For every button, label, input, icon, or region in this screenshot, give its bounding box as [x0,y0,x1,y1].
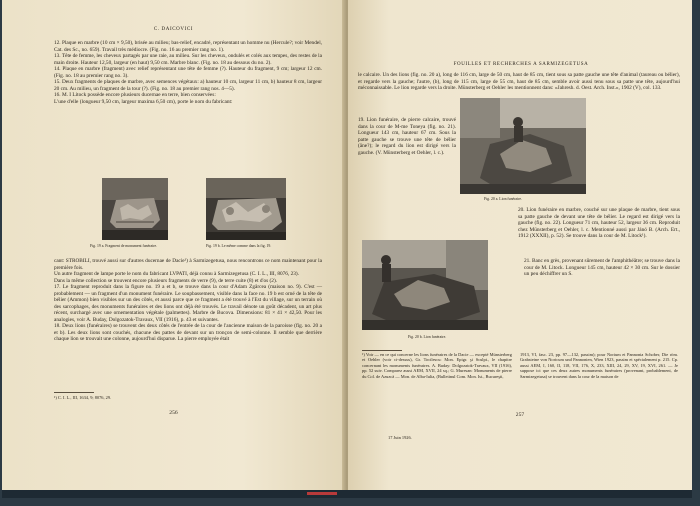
paragraph: L'une d'elle (longueur 9,50 cm, largeur maxima 6,50 cm), porte le nom du fabricant: [54,98,233,105]
signature-date: 17 Juin 1926. [388,435,412,440]
photo-fig-20b [362,240,488,330]
paragraph: 18. Deux lions (funéraires) se trouvent des deux côtés de l'entrée de la cour de l'ancienne maison de la paroisse (fig. no. 20 a et b). Les deux lions sont couchés, chacune des pattes de devant sur un tronçon de semi-colonne. Il semble que derrière chaque lion se trouvait une colonne, aujourd'hui disparue. La pierre employée était [54,323,322,342]
paragraph: 15. Deux fragments de plaques de marbre, avec semences végétaux: a) hauteur 10 cm, largeur 11 cm, b) hauteur 8 cm, largeur 20 cm. Au milieu, un fragment de la tour (?). (Fig. no. 18 au premier rang nos. 4—5). [54,79,322,92]
paragraph: Un autre fragment de lampe porte le nom du fabricant LVPATI, déjà connu à Sarmizegetusa (C. I. L., III, 8076, 23). [54,271,299,277]
footnote-rule [54,392,94,393]
book-spread [2,0,692,498]
right-text-intro: le calcaire. Un des lions (fig. no. 20 a), long de 116 cm, large de 50 cm, haut de 85 cm, tient sous sa patte gauche une tête d'animal (taureau ou bélier), et regarde vers la gauche; l'autre, (b), long de 115 cm, large de 55 cm, haut de 85 cm, semble avoir aussi tenu sous sa patte une tête, aujourd'hui méconnaissable. Le lion regarde vers la droite. Münsterberg et Oehler les mentionnent dans: «Jahresh. d. Oest. Arch. Inst.», 1902 (V), col. 133. [358,72,680,91]
left-page [2,0,345,492]
footnote-right-col1: ¹) Voir — en ce qui concerne les lions funéraires de la Dacie — excepté Münsterberg et Oehler (voir ci-dessus), Gr. Tocilescu: Mon. Epigr. şi Sculpt., le chapitre concernant les monuments funéraires. A. Buday: Dolgozatok-Travaux, VII (1916), pp. 52 suiv. Comparez aussi AEM, XVII, 24 sq.; G. Muresan: Monuments de pierre du Col. de Azuzcă — Mon. de Alba-Iulia, (Bulletinul Com. Mon. Ist., Bucureşti, [362,352,512,379]
caption-fig-20a: Fig. 20 a. Lion funéraire. [484,197,523,201]
red-ribbon-mark [307,492,337,495]
photo-fig-20a [460,98,586,194]
page-number-right: 257 [515,412,525,418]
left-text-top [54,40,322,105]
paragraph: Dans la même collection se trouvent encore plusieurs fragments de verre (9), de terre cuite (8) et d'os (2). [54,277,278,284]
paragraph: cant: STROBILI, trouvé aussi sur d'autres ducernae de Dacie¹) à Sarmizegetusa, nous rencontrons ce nom maintenant pour la première fois. [54,258,322,271]
right-text-para21: 21. Banc en grès, provenant sûrement de l'amphithéâtre; se trouve dans la cour de M. Litock. Longueur 145 cm, hauteur 42 × 30 cm. Sur le dossier un peu déchiffrer un S. [524,258,680,277]
right-page [348,0,692,492]
paragraph: 13. Tête de femme, les cheveux partagés par une raie, au milieu. Sur les cheveux, ondulés et colés aux tempes, des restes de la main droite. Hauteur 12,50, largeur (en haut) 9,50 cm. Marbre blanc. (Fig. no. 18 au dessous du no. 2). [54,53,322,66]
footnote-left: ¹) C. I. L., III, 1634, 9; 8076, 29. [54,395,112,400]
paragraph: 17. Le fragment reproduit dans la figure no. 19 a et b, se trouve dans la cour d'Adam Zgârcea (maison no. 9). C'est — probablement — un fragment d'un monument funéraire. Le soupbassement, visible dans la face no. 19 b est orné de la tête de bélier (Ammon) bien visibles sur un des côtés, et aussi parce que ce fragment a été trouvé à l'Est du village, sur un terrain où des sarcophages, des monuments funéraires et des lions ont déjà été trouvés. Le travail dénote un goût décadent, un art plus récent, surchargé avec une ornementation végétale (palmettes). Marbre de Bucova. Dimensions: 81 × 41 × 42,50. Pour les analogies, voir A. Buday, Dolgozatok-Travaux, VII (1916), p. 43 et suivantes. [54,284,322,323]
footnote-rule [362,350,402,351]
running-head-left: C. DAICOVICI [153,27,194,32]
caption-fig-19b: Fig. 19 b. Le même comme dans la fig. 19. [206,244,272,248]
photo-fig-19a [102,178,168,240]
footnote-right-col2: 1913, VI, fasc. 23, pp. 97—132, passim); pour Norium et Pannonia Schober, Die röm. Grabsteine von Noricum und Pannonien, Wien 1923, passim et spécialement p. 215. Cp. aussi AEM, I, 160, II, 118, VII, 176, X, 233, XIII, 24, 29, XV, 19, XVI, 261. — Je suppose ici que ces deux autres monuments funéraires (provenant, probablement, de Sarmizegetusa) se trouvent dans la cour de la maison de [520,352,678,379]
caption-fig-20b: Fig. 20 b. Lion funéraire. [408,335,447,339]
book-bottom-edge [2,490,692,498]
paragraph: 16. M. I Litock possède encore plusieurs ducernae en terre, bien conservées: [54,92,216,98]
right-text-para20: 20. Lion funéraire en marbre, couché sur une plaque de marbre, tient sous sa patte gauche de devant une tête de bélier. Le regard est dirigé vers la gauche (fig. no. 22). Longueur 71 cm, hauteur 52, largeur 36 cm. Reproduit chez Münsterberg et Oehler, l. c. Mentionné aussi par Jánó B. (Arch. Ert., 1912 (XXXII), p. 52). Se trouve dans la cour de M. Litock¹). [518,207,680,239]
photo-fig-19b [206,178,286,240]
caption-fig-19a: Fig. 19 a. Fragment de monument funéraire. [90,244,158,248]
running-head-right: FOUILLES ET RECHERCHES A SARMIZEGETUSA [453,62,589,67]
paragraph: 14. Plaque en marbre (fragment) avec relief représentant une tête de femme (?). Hauteur du fragment, 9 cm; largeur 12 cm. (Fig. no. 18 au premier rang no. 3). [54,66,322,79]
right-text-para19: 19. Lion funéraire, de pierre calcaire, trouvé dans la cour de M-me Toneya (fig. no. 21). Longueur 143 cm, hauteur 67 cm. Sous la patte gauche se trouve une tête de bélier (âne?); le regard du lion est dirigé vers la gauche. (V. Münsterberg et Oehler, l. c.). [358,117,456,156]
paragraph: 12. Plaque en marbre (10 cm × 9,50), brisée au milieu; bas-relief, encadré, représentant un homme nu (Hercule?; voir Mendel, Cat. des Sc., no. 659). Travail très médiocre. (Fig. no. 16 au premier rang no. 1). [54,40,322,53]
page-number-left: 256 [169,410,178,416]
left-text-bottom [54,258,322,343]
